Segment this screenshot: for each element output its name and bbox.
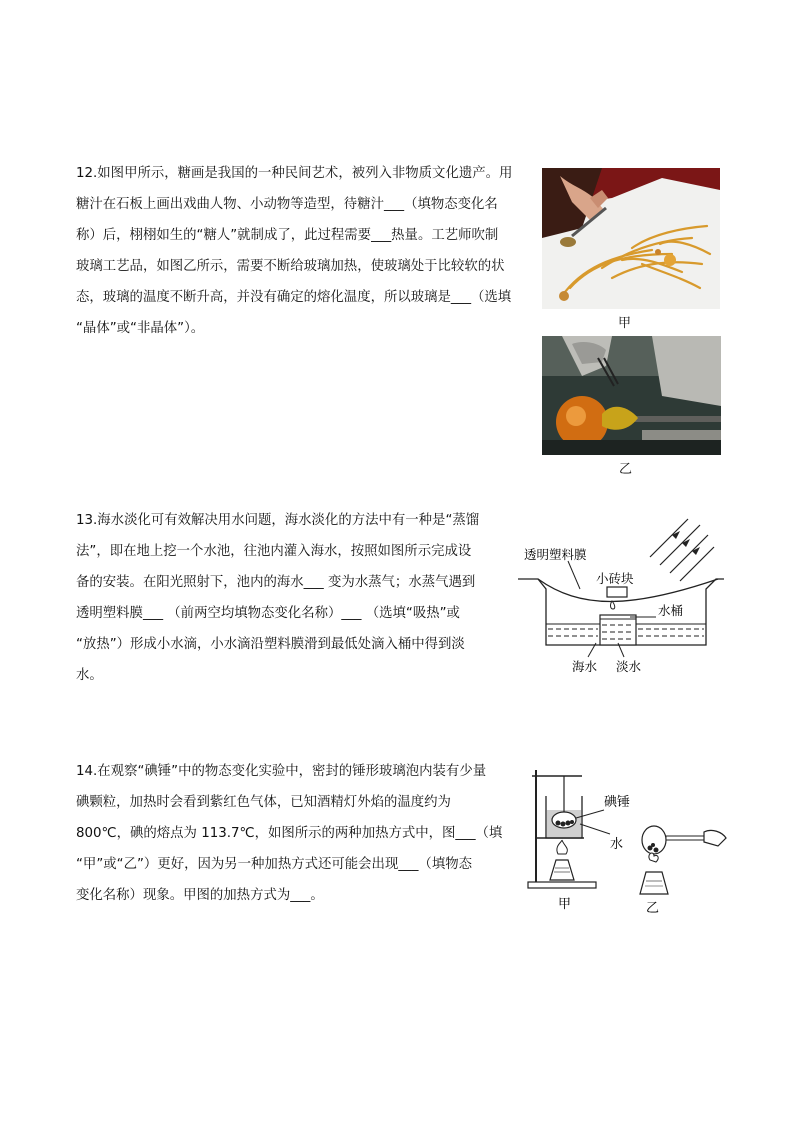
question-13-line: 法”，即在地上挖一个水池，往池内灌入海水，按照如图所示完成设 (76, 544, 472, 559)
figure-jia-label: 甲 (558, 897, 572, 912)
question-14-line: 800℃，碘的熔点为 113.7℃，如图所示的两种加热方式中，图___（填 (76, 826, 503, 841)
photo-caption-yi: 乙 (619, 462, 633, 477)
question-14 (76, 756, 516, 911)
question-13 (76, 505, 516, 691)
question-14-line: 变化名称）现象。甲图的加热方式为___。 (76, 888, 324, 903)
question-12 (76, 158, 536, 344)
question-12-line: 态，玻璃的温度不断升高，并没有确定的熔化温度，所以玻璃是___（选填 (76, 290, 512, 305)
small-brick (607, 587, 627, 597)
question-12-line: 玻璃工艺品，如图乙所示，需要不断给玻璃加热，使玻璃处于比较软的状 (76, 259, 505, 274)
question-13-line: 透明塑料膜___ （前两空均填物态变化名称）___ （选填“吸热”或 (76, 606, 460, 621)
stand-base (528, 882, 596, 888)
sugar-painting-photo (542, 168, 720, 309)
water-label: 水 (610, 837, 624, 852)
figure-yi-label: 乙 (646, 901, 660, 916)
question-12-line: 12.如图甲所示，糖画是我国的一种民间艺术，被列入非物质文化遗产。用 (76, 166, 513, 181)
bucket-label: 水桶 (658, 603, 684, 618)
sugar-painting-image (542, 168, 720, 309)
question-14-line: 14.在观察“碘锤”中的物态变化实验中，密封的锤形玻璃泡内装有少量 (76, 764, 487, 779)
photo-caption-jia: 甲 (618, 316, 632, 331)
seawater-label: 海水 (572, 659, 598, 674)
question-12-line: 糖汁在石板上画出戏曲人物、小动物等造型，待糖汁___（填物态变化名 (76, 197, 498, 212)
question-13-line: 13.海水淡化可有效解决用水问题，海水淡化的方法中有一种是“蒸馏 (76, 513, 480, 528)
question-13-line: “放热”）形成小水滴，小水滴沿塑料膜滑到最低处滴入桶中得到淡 (76, 637, 465, 652)
question-14-line: 碘颗粒，加热时会看到紫红色气体，已知酒精灯外焰的温度约为 (76, 795, 451, 810)
question-14-line: “甲”或“乙”）更好，因为另一种加热方式还可能会出现___（填物态 (76, 857, 472, 872)
iodine-hammer-label: 碘锤 (604, 795, 631, 810)
iodine-heating-diagram (522, 762, 732, 922)
freshwater-label: 淡水 (616, 659, 642, 674)
question-12-line: 称）后，栩栩如生的“糖人”就制成了，此过程需要___热量。工艺师吹制 (76, 228, 499, 243)
distillation-diagram (510, 505, 730, 680)
glass-blowing-image (542, 336, 721, 455)
brick-label: 小砖块 (596, 571, 634, 586)
alcohol-lamp-yi (640, 872, 668, 894)
question-13-line: 备的安装。在阳光照射下，池内的海水___ 变为水蒸气；水蒸气遇到 (76, 575, 476, 590)
glass-blowing-photo (542, 336, 721, 455)
sunlight-rays (650, 519, 714, 581)
question-12-line: “晶体”或“非晶体”）。 (76, 321, 205, 336)
alcohol-lamp-jia (550, 860, 574, 880)
film-label: 透明塑料膜 (524, 547, 587, 562)
question-13-line: 水。 (76, 668, 103, 683)
